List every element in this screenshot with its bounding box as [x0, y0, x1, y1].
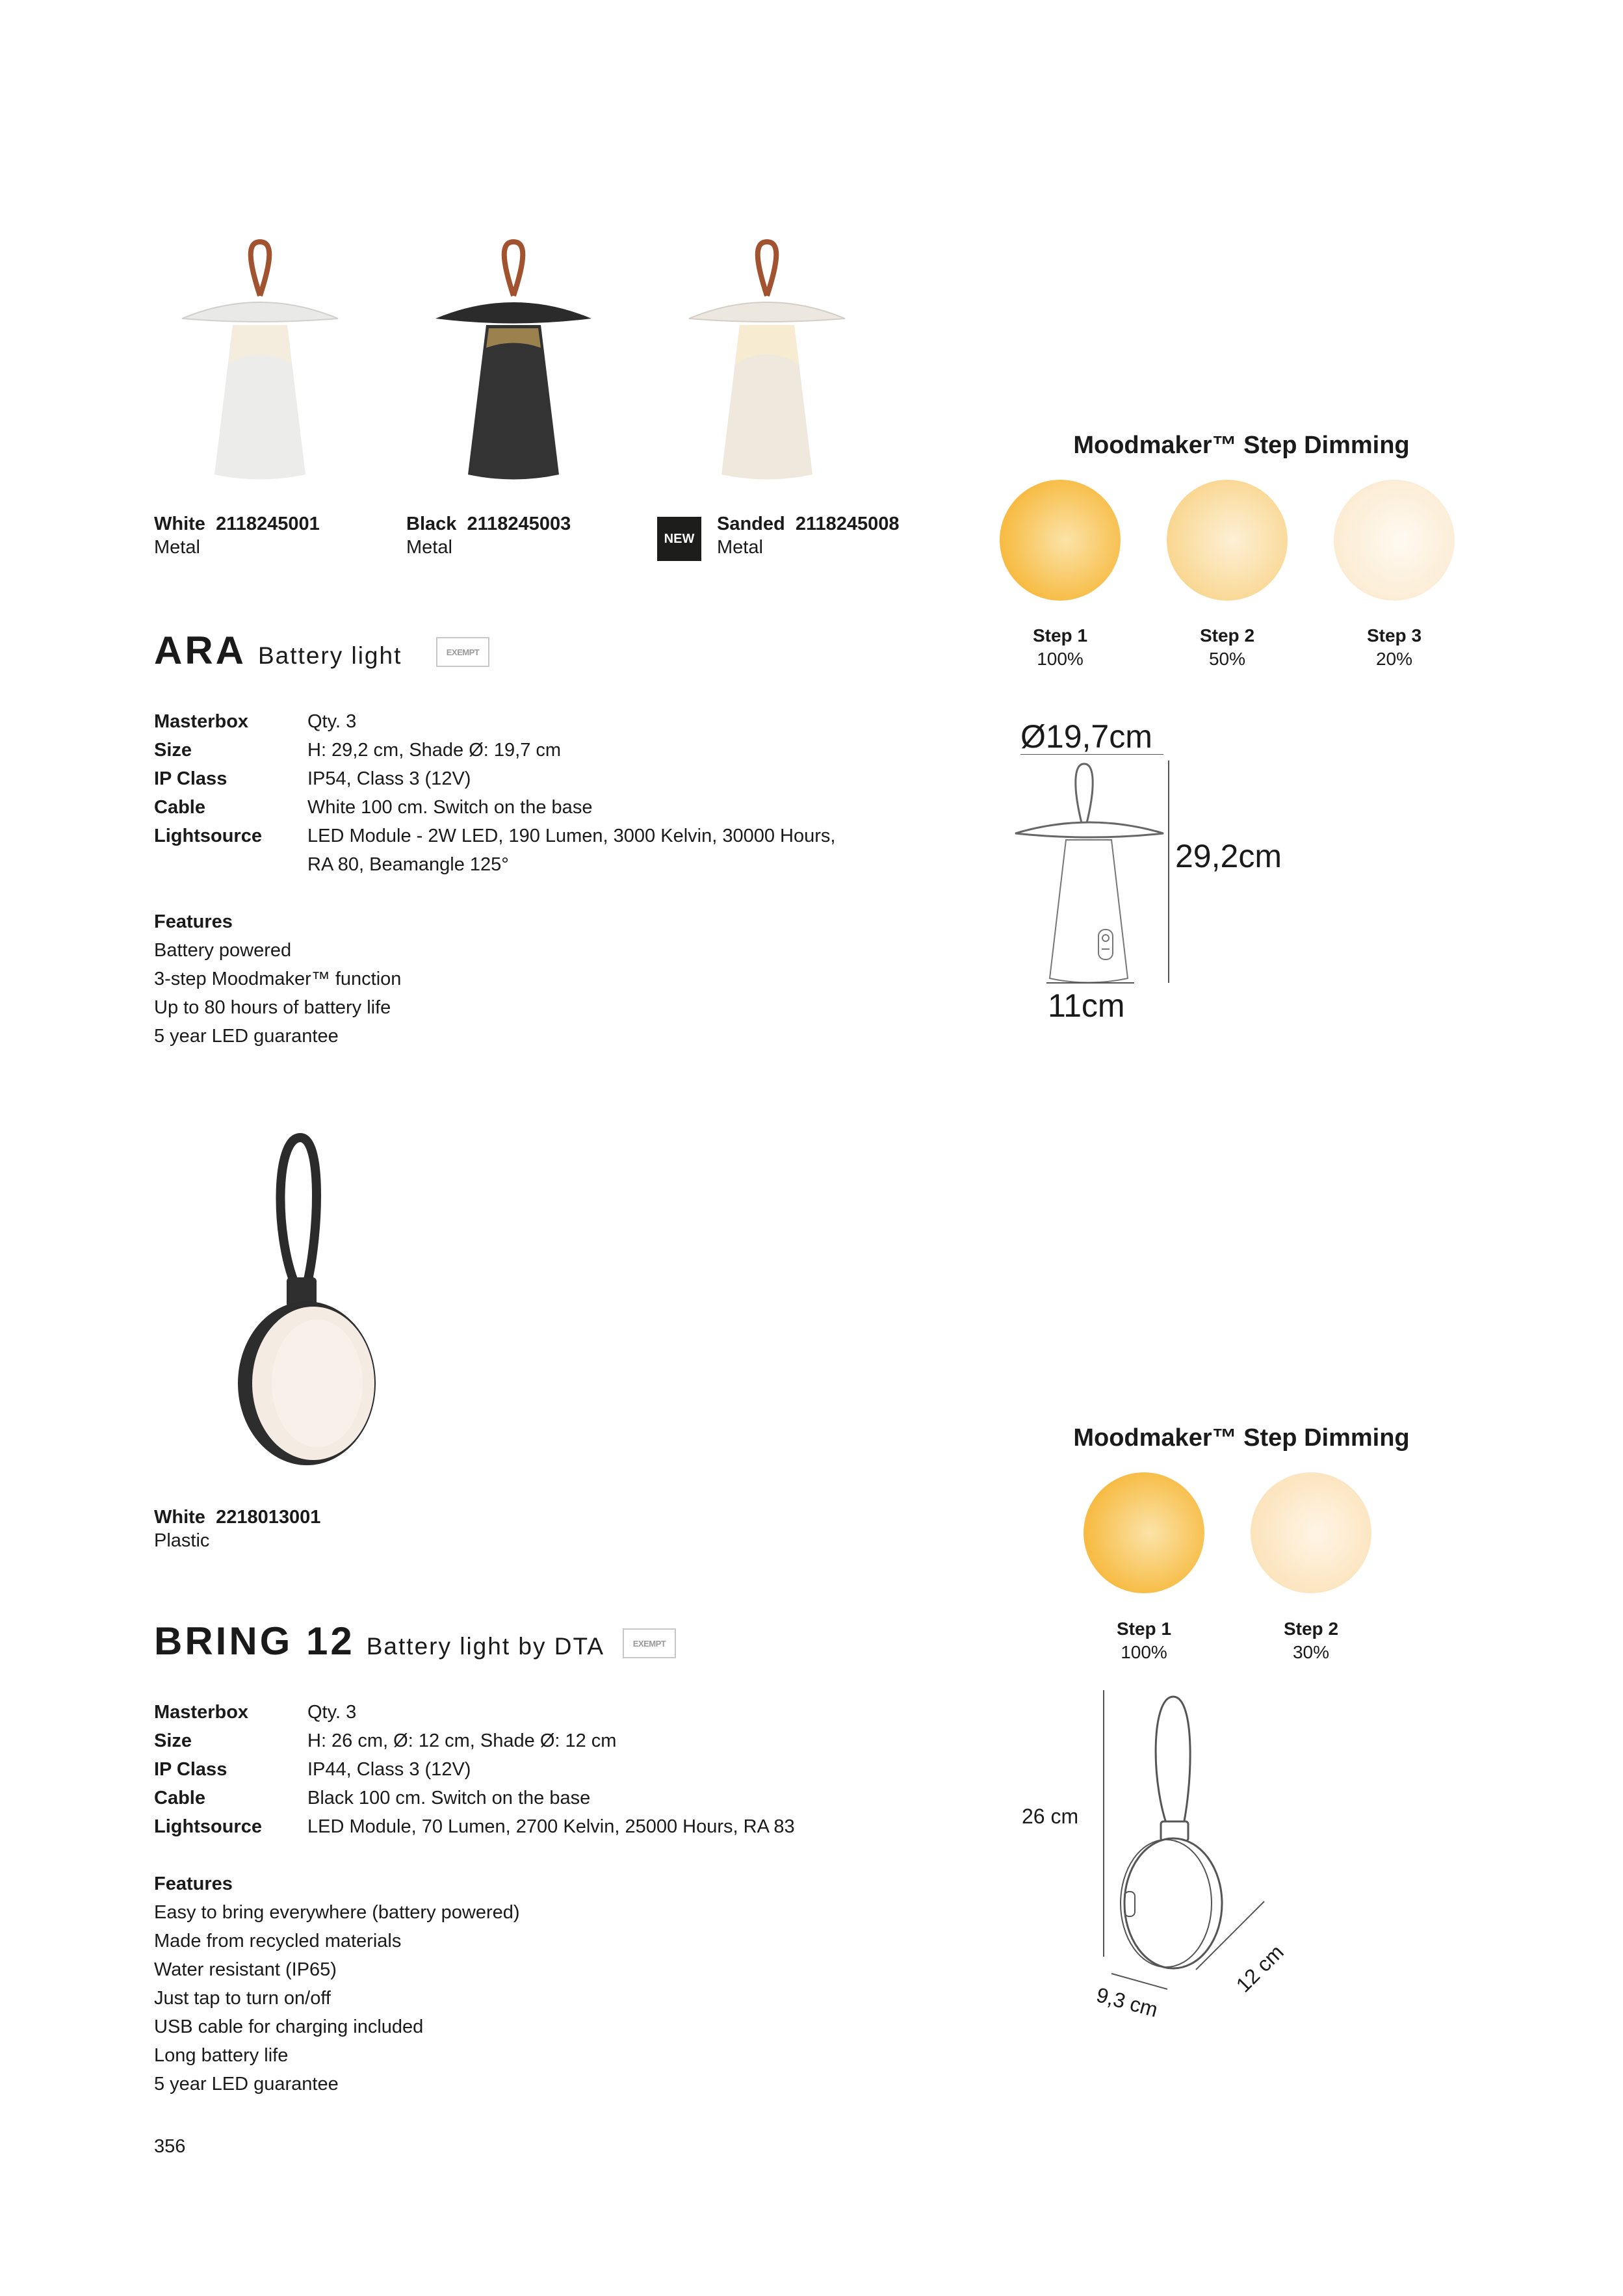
page-number: 356 — [154, 2136, 186, 2157]
bring-product-title — [154, 1619, 604, 1663]
dimming-step-2-swatch — [1167, 480, 1288, 601]
feature-item: Easy to bring everywhere (battery powered) — [154, 1902, 520, 1923]
product-subtitle: Battery light by DTA — [366, 1633, 605, 1660]
ara-dimension-drawing — [1007, 754, 1189, 995]
feature-item: Made from recycled materials — [154, 1931, 402, 1951]
bring-variant-white — [154, 1506, 320, 1552]
variant-name: White 2218013001 — [154, 1507, 321, 1528]
variant-name: Sanded 2118245008 — [717, 514, 900, 534]
variant-name: Black 2118245003 — [406, 514, 571, 534]
bring-dim-height: 26 cm — [1022, 1805, 1079, 1828]
bring-features — [154, 1870, 520, 2098]
dimming-step-1: Step 1 100% — [1032, 625, 1088, 669]
feature-item: Just tap to turn on/off — [154, 1988, 331, 2009]
feature-item: Water resistant (IP65) — [154, 1959, 337, 1980]
spec-row: IP Class IP54, Class 3 (12V) — [154, 768, 471, 789]
variant-material: Metal — [406, 537, 452, 558]
product-name: BRING 12 — [154, 1619, 355, 1663]
dimming-step-2: Step 2 50% — [1199, 625, 1255, 669]
ara-white-lamp-image — [169, 234, 351, 494]
spec-row: Cable White 100 cm. Switch on the base — [154, 797, 593, 818]
feature-item: Battery powered — [154, 940, 292, 961]
dimming-step-1: Step 1 100% — [1116, 1619, 1172, 1662]
ara-dim-shade: Ø19,7cm — [1020, 718, 1152, 755]
feature-item: 5 year LED guarantee — [154, 1026, 339, 1047]
feature-item: USB cable for charging included — [154, 2016, 424, 2037]
variant-name: White 2118245001 — [154, 514, 320, 534]
feature-item: 5 year LED guarantee — [154, 2074, 339, 2094]
spec-row: Cable Black 100 cm. Switch on the base — [154, 1788, 591, 1808]
ara-dim-base: 11cm — [1048, 987, 1125, 1024]
ara-variant-white — [154, 512, 320, 559]
spec-row: Size H: 29,2 cm, Shade Ø: 19,7 cm — [154, 740, 562, 761]
product-name: ARA — [154, 629, 246, 672]
variant-material: Plastic — [154, 1530, 210, 1551]
ara-variant-black — [406, 512, 571, 559]
dimming-step-2: Step 2 30% — [1283, 1619, 1339, 1662]
spec-row: Lightsource LED Module - 2W LED, 190 Lumen, 3000 Kelvin, 30000 Hours, RA 80, Beamangle 125° — [154, 826, 836, 875]
bring-spec-table — [154, 1698, 892, 1841]
dimming-step-3: Step 3 20% — [1366, 625, 1422, 669]
features-heading: Features — [154, 1873, 233, 1894]
spec-row: Masterbox Qty. 3 — [154, 1702, 357, 1723]
product-subtitle: Battery light — [258, 642, 402, 669]
ara-spec-table — [154, 707, 892, 879]
dimming-step-3-swatch — [1334, 480, 1455, 601]
spec-row: Masterbox Qty. 3 — [154, 711, 357, 732]
exempt-badge: EXEMPT — [436, 637, 489, 667]
bring-dim-depth: 9,3 cm — [1094, 1983, 1161, 2022]
ara-product-title — [154, 628, 402, 673]
variant-material: Metal — [154, 537, 200, 558]
feature-item: Long battery life — [154, 2045, 289, 2066]
spec-row: Lightsource LED Module, 70 Lumen, 2700 Kelvin, 25000 Hours, RA 83 — [154, 1816, 795, 1837]
ara-features — [154, 907, 401, 1050]
ara-black-lamp-image — [422, 234, 604, 494]
feature-item: 3-step Moodmaker™ function — [154, 969, 402, 989]
ara-dimming-title: Moodmaker™ Step Dimming — [1073, 432, 1410, 459]
spec-row: IP Class IP44, Class 3 (12V) — [154, 1759, 471, 1780]
bring-dimming-title: Moodmaker™ Step Dimming — [1073, 1424, 1410, 1452]
new-badge: NEW — [657, 517, 701, 561]
bring-white-lamp-image — [214, 1131, 383, 1469]
exempt-badge: EXEMPT — [623, 1628, 676, 1658]
bring-dim-diameter: 12 cm — [1231, 1940, 1288, 1997]
dimming-step-1-swatch — [1084, 1472, 1204, 1593]
dimming-step-1-swatch — [1000, 480, 1121, 601]
spec-row: Size H: 26 cm, Ø: 12 cm, Shade Ø: 12 cm — [154, 1730, 617, 1751]
variant-material: Metal — [717, 537, 763, 558]
dimming-step-2-swatch — [1251, 1472, 1371, 1593]
ara-dim-height: 29,2cm — [1175, 838, 1282, 874]
ara-variant-sanded — [717, 512, 900, 559]
features-heading: Features — [154, 911, 233, 932]
ara-sanded-lamp-image — [676, 234, 858, 494]
feature-item: Up to 80 hours of battery life — [154, 997, 391, 1018]
